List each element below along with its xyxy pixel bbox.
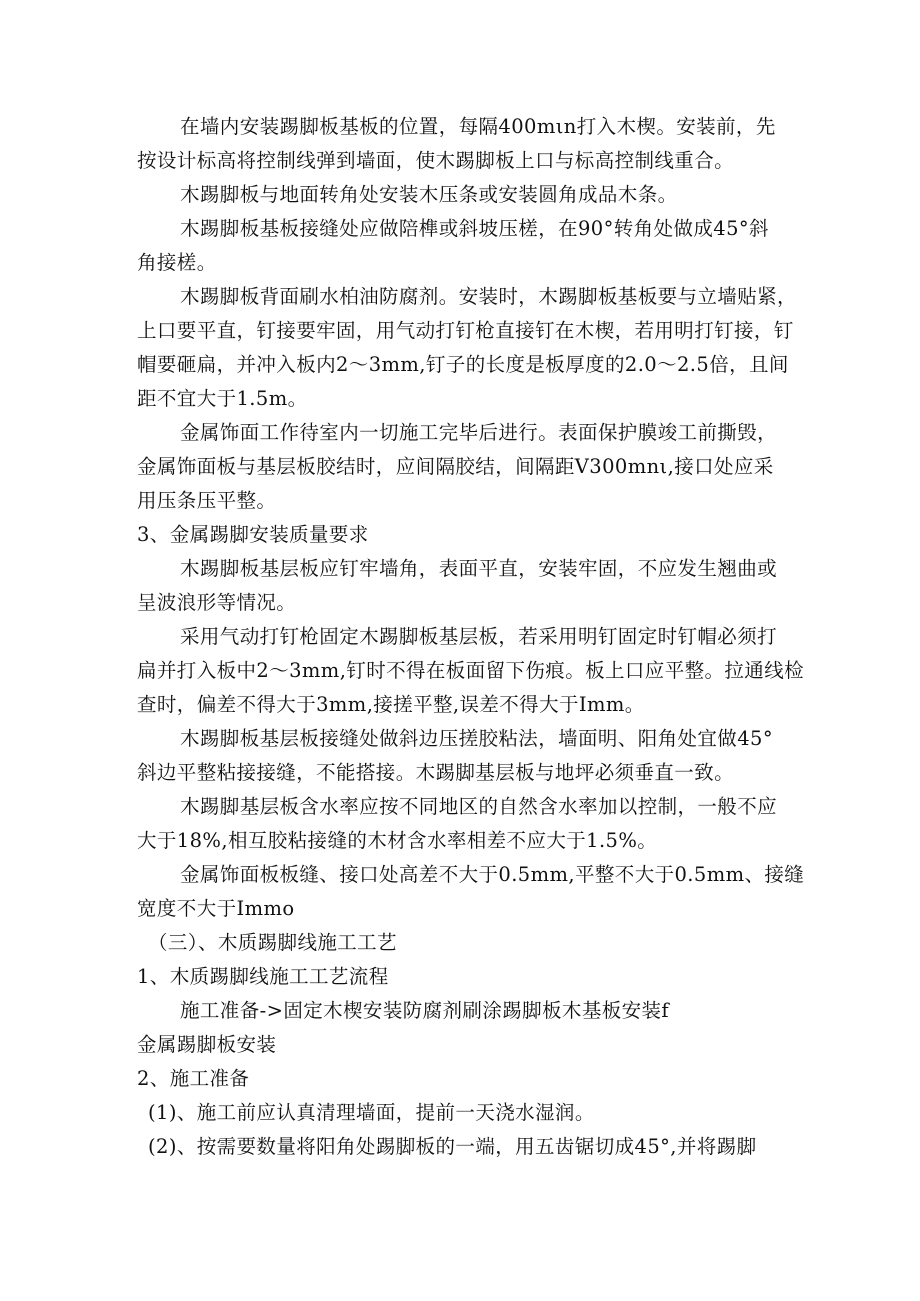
text-line: 查时，偏差不得大于3mm,接搓平整,误差不得大于Imm。 [137,693,645,716]
text-line: 金属踢脚板安装 [137,1033,277,1056]
text-line: 上口要平直，钉接要牢固，用气动打钉枪直接钉在木楔，若用明打钉接，钉 [137,319,794,342]
text-line: 木踢脚板背面刷水柏油防腐剂。安装时，木踢脚板基板要与立墙贴紧， [180,285,797,308]
text-line: 在墙内安装踢脚板基板的位置，每隔400mιn打入木楔。安装前，先 [180,115,776,138]
text-line: 采用气动打钉枪固定木踢脚板基层板，若采用明钉固定时钉帽必须打 [180,625,778,648]
text-line: 金属饰面板与基层板胶结时，应间隔胶结，间隔距V300mnι,接口处应采 [137,455,774,478]
text-line: 木踢脚板基层板应钉牢墙角，表面平直，安装牢固，不应发生翘曲或 [180,557,778,580]
text-line: 木踢脚板与地面转角处安装木压条或安装圆角成品木条。 [180,183,678,206]
text-line: 木踢脚板基板接缝处应做陪榫或斜坡压槎，在90°转角处做成45°斜 [180,217,769,240]
list-item: (1)、施工前应认真清理墙面，提前一天浇水湿润。 [148,1101,595,1124]
text-line: 木踢脚板基层板接缝处做斜边压搓胶粘法，墙面明、阳角处宜做45° [180,727,773,750]
text-line: 金属饰面工作待室内一切施工完毕后进行。表面保护膜竣工前撕毁， [180,421,778,444]
section-heading: 1、木质踢脚线施工工艺流程 [137,965,389,988]
text-line: 宽度不大于Immo [137,897,295,920]
text-line: 大于18%,相互胶粘接缝的木材含水率相差不应大于1.5%。 [137,829,658,852]
text-line: 呈波浪形等情况。 [137,591,297,614]
section-heading: （三）、木质踢脚线施工工艺 [148,931,397,954]
list-item: (2)、按需要数量将阳角处踢脚板的一端，用五齿锯切成45°,并将踢脚 [148,1135,757,1158]
section-heading: 2、施工准备 [137,1067,250,1090]
text-line: 斜边平整粘接接缝，不能搭接。木踢脚基层板与地坪必须垂直一致。 [137,761,735,784]
text-line: 距不宜大于1.5m。 [137,387,308,410]
text-line: 帽要砸扁，并冲入板内2～3mm,钉子的长度是板厚度的2.0～2.5倍，且间 [137,353,789,376]
text-line: 扁并打入板中2～3mm,钉时不得在板面留下伤痕。板上口应平整。拉通线检 [137,659,804,682]
section-heading: 3、金属踢脚安装质量要求 [137,523,369,546]
text-line: 用压条压平整。 [137,489,277,512]
text-line: 角接槎。 [137,251,217,274]
text-line: 按设计标高将控制线弹到墙面，使木踢脚板上口与标高控制线重合。 [137,149,735,172]
text-line: 金属饰面板板缝、接口处高差不大于0.5mm,平整不大于0.5mm、接缝 [180,863,805,886]
text-line: 木踢脚基层板含水率应按不同地区的自然含水率加以控制，一般不应 [180,795,778,818]
text-line: 施工准备->固定木楔安装防腐剂刷涂踢脚板木基板安装f [180,999,670,1022]
